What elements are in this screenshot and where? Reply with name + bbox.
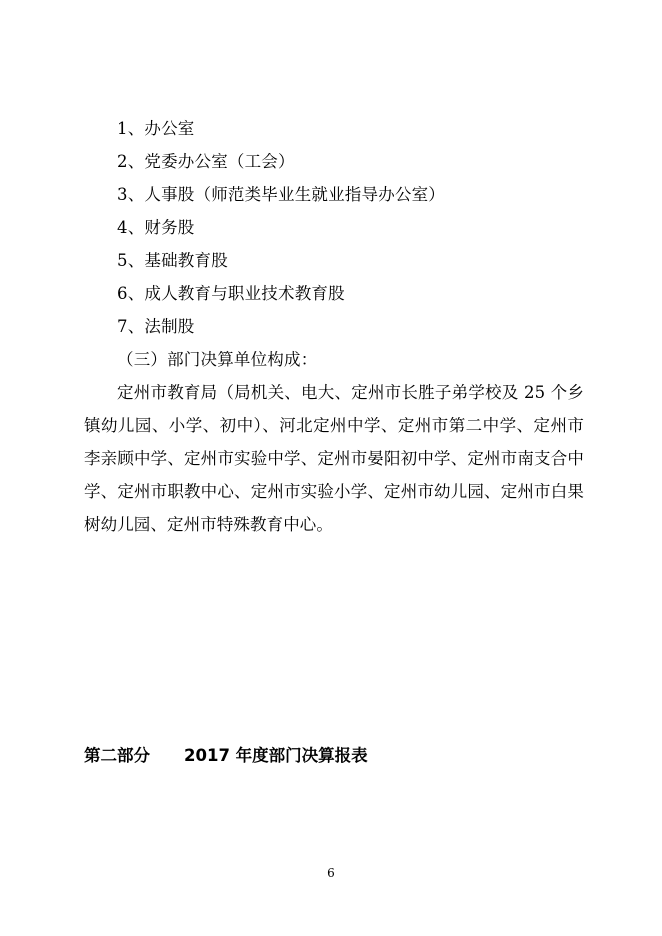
list-item: 2、党委办公室（工会） (117, 152, 295, 171)
section-heading (84, 742, 584, 770)
page-number: 6 (327, 866, 335, 880)
list-item: 4、财务股 (117, 218, 195, 237)
list-item: 5、基础教育股 (117, 251, 228, 270)
list-item: 6、成人教育与职业技术教育股 (117, 284, 345, 303)
list-item: 3、人事股（师范类毕业生就业指导办公室） (117, 185, 445, 204)
document-body (84, 112, 584, 541)
section-heading-label: 第二部分 (84, 746, 150, 765)
list-item: 1、办公室 (117, 119, 195, 138)
list-item: 7、法制股 (117, 317, 195, 336)
body-paragraph: 定州市教育局（局机关、电大、定州市长胜子弟学校及 25 个乡镇幼儿园、小学、初中）、河北定州中学、定州市第二中学、定州市李亲顾中学、定州市实验中学、定州市晏阳初中学、定州市南支合中学、定州市职教中心、定州市实验小学、定州市幼儿园、定州市白果树幼儿园、定州市特殊教育中心。 (84, 383, 584, 534)
section-heading-title: 2017 年度部门决算报表 (184, 746, 368, 765)
subheading: （三）部门决算单位构成： (117, 350, 318, 369)
